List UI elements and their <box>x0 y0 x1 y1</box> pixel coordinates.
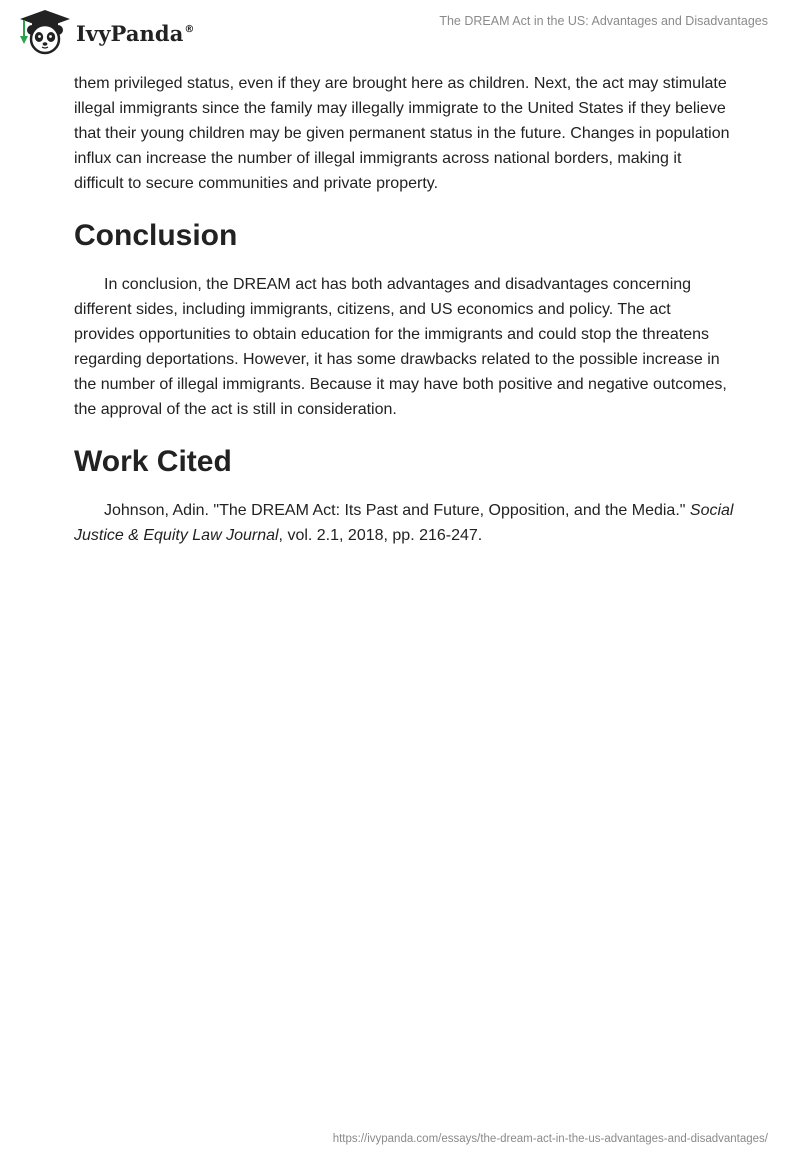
source-url[interactable]: https://ivypanda.com/essays/the-dream-act-in-the-us-advantages-and-disadvantages/ <box>332 1133 768 1145</box>
citation-journal: Social Justice & Equity Law Journal <box>74 502 734 544</box>
ivypanda-logo[interactable] <box>16 8 195 56</box>
brand-name: IvyPanda® <box>76 20 195 46</box>
citation-entry <box>74 498 734 548</box>
work-cited-heading: Work Cited <box>74 445 232 478</box>
registered-mark: ® <box>184 23 195 35</box>
essay-body <box>74 71 734 548</box>
document-title: The DREAM Act in the US: Advantages and Disadvantages <box>439 14 768 28</box>
panda-graduate-icon <box>16 8 74 56</box>
conclusion-paragraph: In conclusion, the DREAM act has both advantages and disadvantages concerning different sides, including immigrants, citizens, and US economics and policy. The act provides opportunities to obtain education for the immigrants and could stop the threatens regarding deportations. However, it has some drawbacks related to the possible increase in the number of illegal immigrants. Because it may have both positive and negative outcomes, the approval of the act is still in consideration. <box>74 276 727 418</box>
citation-lead: Johnson, Adin. "The DREAM Act: Its Past and Future, Opposition, and the Media." <box>104 502 690 519</box>
citation-tail: , vol. 2.1, 2018, pp. 216-247. <box>278 527 483 544</box>
intro-paragraph: them privileged status, even if they are brought here as children. Next, the act may stimulate illegal immigrants since the family may illegally immigrate to the United States if they believe that their young children may be given permanent status in the future. Changes in population influx can increase the number of illegal immigrants across national borders, making it difficult to secure communities and private property. <box>74 75 730 192</box>
page-header <box>0 0 800 64</box>
conclusion-heading: Conclusion <box>74 219 238 252</box>
